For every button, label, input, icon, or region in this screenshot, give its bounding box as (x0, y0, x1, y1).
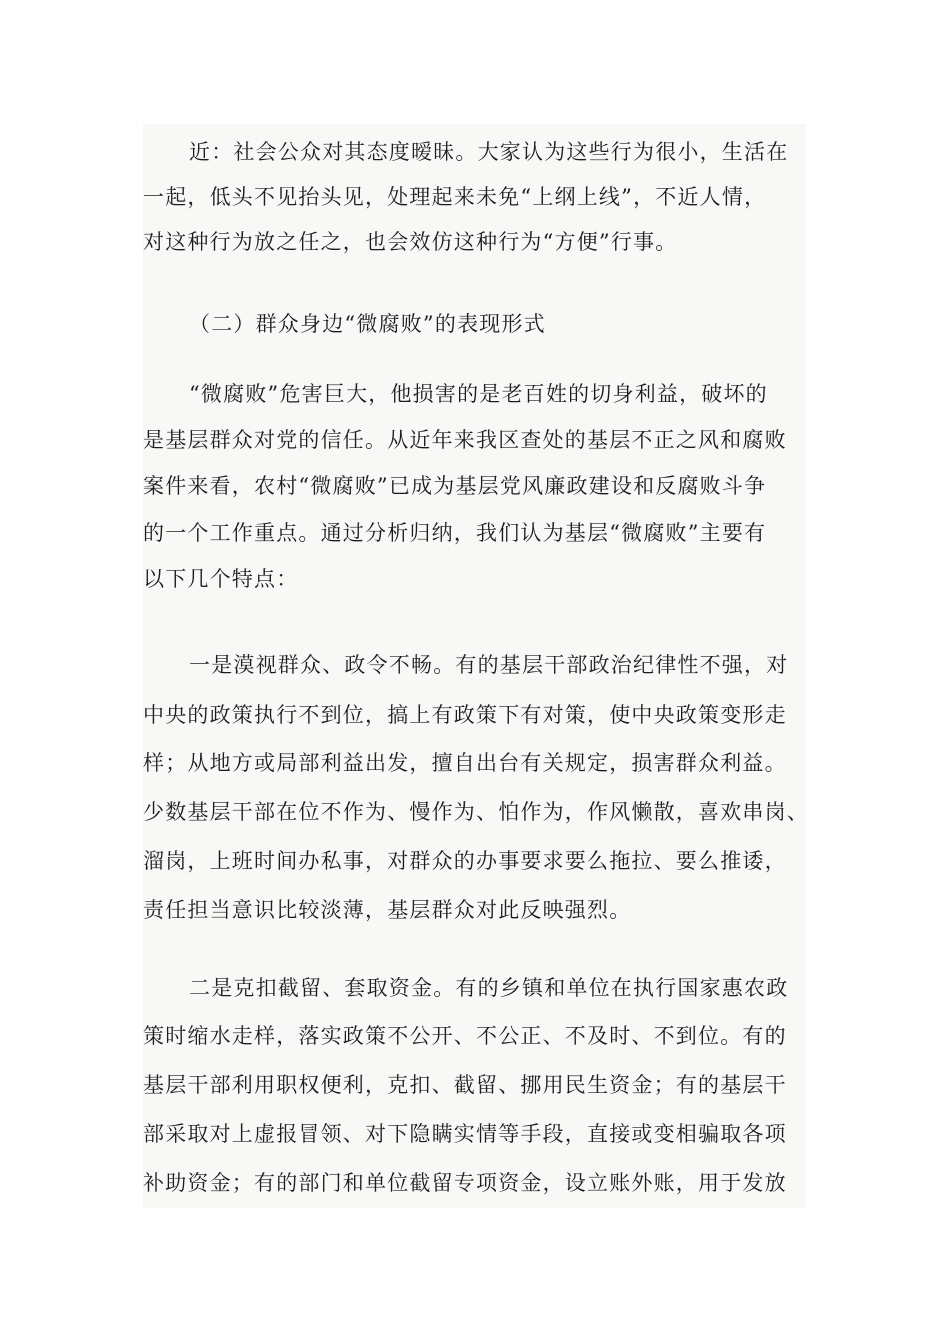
paragraph-5-line-2: 策时缩水走样，落实政策不公开、不公正、不及时、不到位。有的 (143, 1024, 787, 1048)
paragraph-3-line-1: “微腐败”危害巨大，他损害的是老百姓的切身利益，破坏的 (189, 382, 768, 406)
paragraph-3-line-2: 是基层群众对党的信任。从近年来我区查处的基层不正之风和腐败 (143, 428, 787, 452)
paragraph-4-line-4: 少数基层干部在位不作为、慢作为、怕作为，作风懒散，喜欢串岗、 (143, 800, 809, 824)
paragraph-4-line-6: 责任担当意识比较淡薄，基层群众对此反映强烈。 (143, 898, 632, 922)
paragraph-3-line-3: 案件来看，农村“微腐败”已成为基层党风廉政建设和反腐败斗争 (143, 474, 767, 498)
paragraph-4-line-1: 一是漠视群众、政令不畅。有的基层干部政治纪律性不强，对 (189, 653, 789, 677)
paragraph-5-line-1: 二是克扣截留、套取资金。有的乡镇和单位在执行国家惠农政 (189, 976, 789, 1000)
paragraph-5-line-3: 基层干部利用职权便利，克扣、截留、挪用民生资金；有的基层干 (143, 1073, 787, 1097)
paragraph-4-line-3: 样；从地方或局部利益出发，擅自出台有关规定，损害群众利益。 (143, 751, 787, 775)
paragraph-1-line-2: 一起，低头不见抬头见，处理起来未免“上纲上线”，不近人情， (143, 185, 767, 209)
document-text-block (143, 124, 809, 1208)
paragraph-5-line-4: 部采取对上虚报冒领、对下隐瞒实情等手段，直接或变相骗取各项 (143, 1122, 787, 1146)
paragraph-5-line-5: 补助资金；有的部门和单位截留专项资金，设立账外账，用于发放 (143, 1171, 787, 1195)
paragraph-4-line-5: 溜岗，上班时间办私事，对群众的办事要求要么拖拉、要么推诿， (143, 849, 787, 873)
section-heading-line: （二）群众身边“微腐败”的表现形式 (189, 312, 546, 336)
paragraph-4-line-2: 中央的政策执行不到位，搞上有政策下有对策，使中央政策变形走 (143, 703, 787, 727)
paragraph-3-line-4: 的一个工作重点。通过分析归纳，我们认为基层“微腐败”主要有 (143, 521, 767, 545)
paragraph-1-line-3: 对这种行为放之任之，也会效仿这种行为“方便”行事。 (143, 230, 678, 254)
paragraph-3-line-5: 以下几个特点： (143, 567, 299, 591)
paragraph-1-line-1: 近：社会公众对其态度暧昧。大家认为这些行为很小，生活在 (189, 140, 789, 164)
